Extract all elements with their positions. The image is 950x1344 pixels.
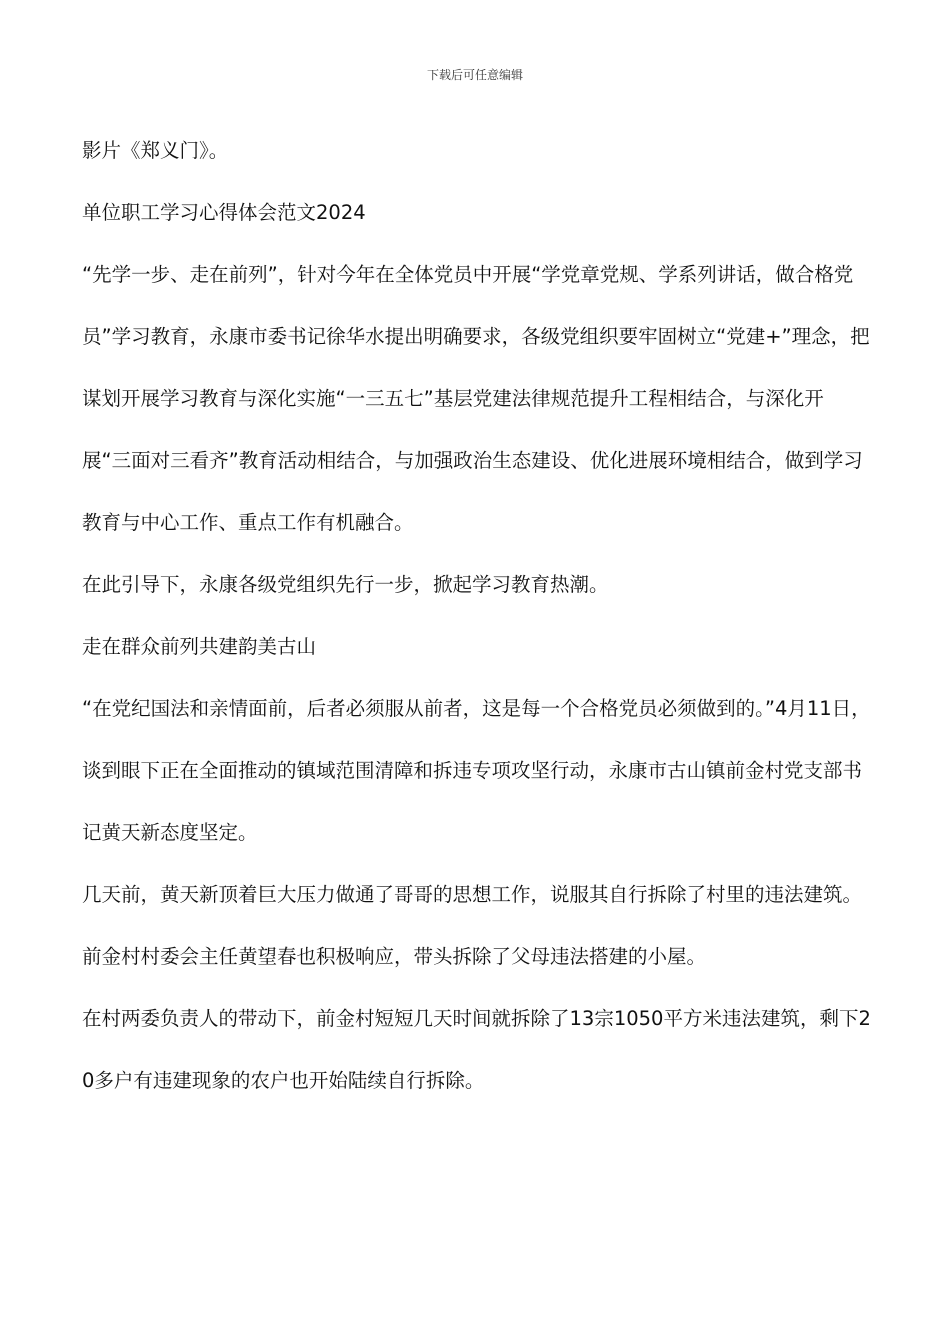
document-body: [82, 120, 872, 1112]
section-heading: 单位职工学习心得体会范文2024: [82, 201, 366, 224]
paragraph-film-title: 影片《郑义门》。: [82, 139, 229, 162]
paragraph: 在村两委负责人的带动下，前金村短短几天时间就拆除了13宗1050平方米违法建筑，剩下20多户有违建现象的农户也开始陆续自行拆除。: [82, 1007, 871, 1092]
paragraph: 几天前，黄天新顶着巨大压力做通了哥哥的思想工作，说服其自行拆除了村里的违法建筑。前金村村委会主任黄望春也积极响应，带头拆除了父母违法搭建的小屋。: [82, 883, 863, 968]
page-header-note: 下载后可任意编辑: [426, 68, 523, 82]
paragraph: “先学一步、走在前列”，针对今年在全体党员中开展“学党章党规、学系列讲话，做合格党员”学习教育，永康市委书记徐华水提出明确要求，各级党组织要牢固树立“党建+”理念，把谋划开展学习教育与深化实施“一三五七”基层党建法律规范提升工程相结合，与深化开展“三面对三看齐”教育活动相结合，与加强政治生态建设、优化进展环境相结合，做到学习教育与中心工作、重点工作有机融合。: [82, 263, 870, 534]
paragraph: 在此引导下，永康各级党组织先行一步，掀起学习教育热潮。: [82, 573, 609, 596]
subsection-heading: 走在群众前列共建韵美古山: [82, 635, 317, 658]
paragraph: “在党纪国法和亲情面前，后者必须服从前者，这是每一个合格党员必须做到的。”4月11日，谈到眼下正在全面推动的镇域范围清障和拆违专项攻坚行动，永康市古山镇前金村党支部书记黄天新态度坚定。: [82, 697, 871, 844]
